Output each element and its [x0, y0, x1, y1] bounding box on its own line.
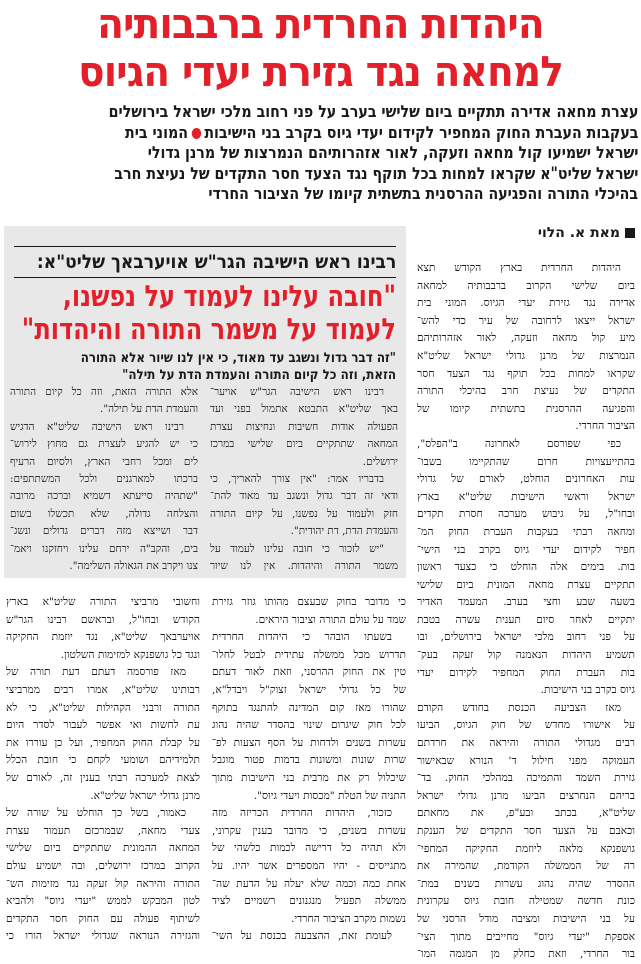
text-line: ההסדר שהיה נהוג עשרות בשנים במת־ — [417, 877, 635, 890]
text-line: על בני הישיבות ומציבה מודל הרסני של — [417, 912, 635, 925]
author-name: מאת א. הלוי — [537, 225, 620, 241]
text-line: יתקיים לאחר סיום תענית עשרה בטבת — [417, 613, 635, 626]
text-line: העמוקה מפני חילול ד' הנורא שבאישור — [417, 754, 635, 767]
article-body — [212, 594, 406, 946]
text-line: ברכתו למארגנים ולכל המשתתפים: — [10, 473, 198, 486]
text-line: רבים מגדולי התורה והיראה את חרדתם — [417, 737, 635, 750]
text-line: דבר ושייצא מזה דברים גדולים ונשג־ — [10, 525, 198, 538]
text-line: וכאבם על הצעד חסר התקדים של הענקת — [417, 825, 635, 837]
text-line: רבותינו שליט"א, אמרו רבים ממרביצי — [6, 683, 200, 696]
text-line: מיע קול מחאה וזעקה, לאור אזהרותיהם — [417, 332, 635, 345]
byline — [417, 222, 635, 244]
square-bullet-icon — [625, 228, 635, 238]
text-line: והגזירה הנוראה שגדולי ישראל הורו כי — [6, 930, 200, 943]
text-line: המחאה ההמונית שתתקיים ביום שלישי — [6, 842, 200, 855]
article-column-right — [417, 222, 635, 964]
text-line: שמד על עולם התורה וציבור היראים. — [255, 613, 406, 626]
pull-quote-line: הזאת, וזה כל קיום התורה והעמדת הדת על תילה" — [122, 367, 396, 383]
text-line: בור החרדי, וזאת כחלק מן המגמה המו־ — [417, 948, 635, 961]
text-line: התורה ורבני הקהילות שליט"א, כי לא — [6, 701, 200, 714]
text-line: בהתייעצויות חרום שהתקיימו בשבו־ — [417, 455, 635, 468]
box-column-left — [10, 384, 198, 575]
text-line: התקדים של נעיצת חרב בהיכלי התורה — [417, 385, 635, 398]
text-line: והצלחה גדולה, שלא תכשלו בשום — [10, 507, 198, 520]
text-line: בות העברת החוק המחפיר לקידום יעדי — [417, 666, 635, 679]
box-kicker: רבינו ראש הישיבה הגר"ש אויערבאך שליט"א: — [14, 246, 396, 278]
text-line: הנמרצות של מרנן גדולי ישראל שליט"א — [417, 349, 635, 362]
text-line: ודאי זה דבר גדול ונשגב עד מאוד להת־ — [210, 490, 398, 503]
text-line: ונגד כל גושפנקא למזימות השלטון. — [60, 648, 200, 661]
text-line: מאז פורסמה דעתם דעת תורה של — [6, 666, 186, 679]
text-line: ישראל וראשי הישיבות שליט"א בארץ — [417, 490, 635, 503]
text-line: בריהם הנחרצים הביעו מרנן גדולי ישראל — [417, 789, 635, 802]
text-line: בשעתו הובהר כי היהדות החרדית — [212, 631, 392, 644]
text-line: וחשובי מרביצי התורה שליט"א בארץ — [6, 596, 200, 608]
text-line: לטון המבקש לממש "יעדי גיוס" ולהביא — [6, 895, 200, 908]
subhead-line: ישראל שליט"א שקראו למחות בכל תוקף נגד הצעד חסר התקדים של נעיצת חרב — [113, 163, 638, 183]
text-line: רה של הממשלה הקודמת, שהמירה את — [417, 860, 635, 873]
text-line: אויערבאך שליט"א, נגד יוזמת החקיקה — [6, 631, 200, 644]
text-line: כי יש להגיע לעצרת גם מחוץ לירוש־ — [10, 438, 198, 451]
text-line: מאז הצביעה הכנסת בחודש הקודם — [417, 701, 621, 714]
text-line: המחאה שתתקיים ביום שלישי במרכז — [210, 438, 398, 451]
text-line: רבינו ראש הישיבה הגר"ש אויער־ — [210, 386, 384, 398]
box-pull-quote — [14, 350, 396, 384]
text-line: צעדי מחאה, שבמרכזם תעמוד עצרת — [6, 824, 200, 837]
text-line: משמר התורה והיהדות. אין לנו שיור — [210, 560, 398, 573]
text-line: הפעולה אודות חשיבות ונחיצות עצרת — [210, 420, 398, 433]
text-line: ולא תהיה כל דרישה לכמות כלשהי של — [212, 842, 406, 855]
box-title-line: לעמוד על משמר התורה והיהדות" — [21, 312, 397, 346]
text-line: על קבלת החוק המחפיר, ועל כן עוררו את — [6, 736, 200, 749]
text-line: כונת חדשה שמטילה חובת גיוס עקרונית — [417, 895, 635, 908]
text-line: ישראל ייצאו לרחובה של עיר כדי להש־ — [417, 314, 635, 327]
text-line: הקודש ובחו"ל, ובראשם רבינו הגר"ש — [6, 613, 200, 626]
text-line: הציבור החרדי. — [575, 420, 635, 433]
box-title — [14, 280, 396, 346]
red-dot-icon — [191, 128, 200, 139]
text-line: צנו ויקרב את הגאולה השלימה". — [69, 560, 198, 573]
text-line: לעומת זאת, ההצבעה בכנסת על השי־ — [212, 930, 392, 943]
text-line: אדירה נגד גזירת יעדי הגיוס. המוני בית — [417, 297, 635, 310]
article-column-middle — [212, 594, 406, 946]
text-line: בים, והקב"ה ירחם עלינו ויחזקנו ויאמ־ — [10, 542, 198, 555]
text-line: אחת כמה וכמה שלא יעלה על הדעת שה־ — [212, 877, 406, 890]
text-line: תשמיע היהדות הנאמנה קול זעקה בעק־ — [417, 649, 635, 662]
text-line: הקרוב במרכז ירושלים, ובה ישמיע עולם — [6, 859, 200, 872]
text-line: אלא התורה הזאת, וזה כל קיום התורה — [10, 386, 198, 398]
text-line: שקראו למחות בכל תוקף נגד הצעד חסר — [417, 367, 635, 380]
text-line: לים ומכל רחבי הארץ, ולסיום הרעיף — [10, 455, 198, 468]
text-line: עשרות בשנים, כי מדובר בענין עקרוני, — [212, 824, 406, 837]
text-line: שיכלול רק את מרבית בני הישיבות מתוך — [212, 771, 406, 784]
text-line: טין את החוק ההרסני, וזאת לאור דעתם — [212, 666, 406, 679]
text-line: שהורו מאז קום המדינה להתנגד בתוקף — [212, 701, 406, 714]
text-line: גיוס בקרב בני הישיבות. — [540, 684, 635, 697]
text-line: ביום שלישי הקרוב ברבבותיה למחאה — [417, 279, 635, 292]
subhead-line: עצרת מחאה אדירה תתקיים ביום שלישי בערב על פני רחוב מלכי ישראל בירושלים — [108, 102, 638, 121]
headline — [0, 0, 641, 100]
box-column-right — [210, 384, 398, 575]
article-body — [6, 594, 200, 946]
text-line: מתגייסים - יהיו המספרים אשר יהיו. על — [212, 859, 406, 872]
text-line: גזירת השמד והתמיכה במהלכי החוק. בד־ — [417, 772, 635, 785]
subhead-line: בהיכלי התורה והפגיעה ההרסנית בתשתית קיומו של הציבור החרדי — [208, 184, 638, 203]
text-line: עות האחרונים הוחלט, לאורם של גדולי — [417, 473, 635, 486]
text-line: ירושלים. — [362, 455, 398, 468]
text-line: חזק ולעמוד על נפשנו, על קיום התורה — [210, 507, 398, 520]
text-line: התורה והיראה קול זעקה נגד מזימות הש־ — [6, 877, 200, 890]
text-line: על פני רחוב מלכי ישראל בירושלים, ובו — [417, 631, 635, 644]
text-line: נשמות מקרב הציבור החרדי. — [290, 912, 406, 925]
text-line: והעמדת הדת, דת יהודית". — [290, 525, 398, 538]
text-line: ומחאה רבתי בעקבות העברת החוק המ־ — [417, 525, 635, 538]
text-line: רבינו ראש הישיבה שליט"א הדגיש — [10, 420, 184, 433]
sidebar-box — [4, 226, 406, 578]
text-line: לצאת למערכה רבתי בענין זה, לאורם של — [6, 771, 200, 784]
text-line: ממשלה תפעיל מנגנונים רשמיים לציד — [212, 895, 406, 908]
headline-line-2: למחאה נגד גזירת יעדי הגיוס — [78, 47, 563, 96]
text-line: כזכור, היהדות החרדית הכריזה מזה — [212, 807, 392, 820]
article-body — [417, 260, 635, 964]
text-line: מרנן גדולי ישראל שליט"א. — [90, 789, 200, 802]
text-line: היהדות החרדית בארץ הקודש תצא — [417, 262, 621, 274]
text-line: תתקיים עצרת מחאה המונית ביום שלישי — [417, 578, 635, 591]
text-line: ובחו"ל, על גיבוש מערכה חסרת תקדים — [417, 508, 635, 521]
text-line: עת לחשות ואי אפשר לעבור לסדר היום — [6, 719, 200, 732]
text-line: לשיתוף פעולה עם החוק חסר התקדים — [6, 912, 200, 925]
text-line: בות. בימים אלה הוחלט כי כצעד ראשון — [417, 561, 635, 574]
text-line: על אישורו מחדש של חוק הגיוס, הביעו — [417, 719, 635, 732]
subhead-line: ישראל ישמיעו קול מחאה וזעקה, לאור אזהרותיהם הנמרצות של מרנן גדולי — [147, 143, 638, 162]
box-title-line: "חובה עלינו לעמוד על נפשנו, — [62, 279, 396, 313]
text-line: בשעה שבע וחצי בערב. המעמד האדיר — [417, 596, 635, 609]
pull-quote-line: "זה דבר גדול ונשגב עד מאוד, כי אין לנו שיור אלא התורה — [80, 350, 396, 366]
text-line: והפגיעה ההרסנית בתשתית קיומו של — [417, 402, 635, 415]
text-line: אספקת "יעדי גיוס" מחייבים מתוך הצי־ — [417, 930, 635, 943]
text-line: עשרות בשנים ולדחות על הסף הצעות לפ־ — [212, 736, 406, 749]
text-line: "יש לזכור כי חובה עלינו לעמוד על — [210, 542, 384, 555]
subhead-line: בעקבות העברת החוק המחפיר לקידום יעדי גיוס בקרב בני הישיבותהמוני בית — [124, 122, 638, 142]
text-line: והעמדת הדת על תילה". — [100, 403, 198, 416]
article-column-left — [6, 594, 200, 946]
text-line: כי מדובר בחוק שבעצם מהותו גוזר גזירת — [212, 596, 406, 608]
text-line: חפיר לקידום יעדי גיוס בקרב בני הישי־ — [417, 543, 635, 556]
text-line: כפי שפורסם לאחרונה ב"הפלס", — [417, 437, 621, 450]
text-line: כאמור, בשל כך הוחלט על שורה של — [6, 807, 186, 820]
text-line: "שתהיה סייעתא דשמיא וברכה מרובה — [10, 490, 198, 503]
headline-line-1: היהדות החרדית ברבבותיה — [97, 0, 544, 48]
text-line: תלמידיהם ושומעי לקחם כי חובת הכלל — [6, 754, 200, 767]
text-line: גושפנקא מלאה ליוזמת החקיקה המחפי־ — [417, 842, 635, 855]
text-line: שליט"א, בכתב ובע"פ, את מחאתם — [417, 807, 635, 820]
text-line: תדרוש מכל ממשלה עתידית לבטל לחלו־ — [212, 648, 406, 661]
text-line: באך שליט"א התבטא אתמול בפני ועד — [210, 403, 398, 416]
text-line: התניה של הטלת "מכסות ויעדי גיוס". — [253, 789, 406, 802]
subheadline — [4, 102, 638, 205]
text-line: שרות שונות ומשונות בדמות פטור מוגבל — [212, 754, 406, 767]
text-line: לכל חוק שיגרום שינוי בהסדר שהיה נהוג — [212, 719, 406, 732]
text-line: של כל גדולי ישראל זצוק"ל ויבדל"א, — [212, 683, 406, 696]
text-line: בדבריו אמר: "אין צורך להאריך, כי — [210, 473, 384, 486]
